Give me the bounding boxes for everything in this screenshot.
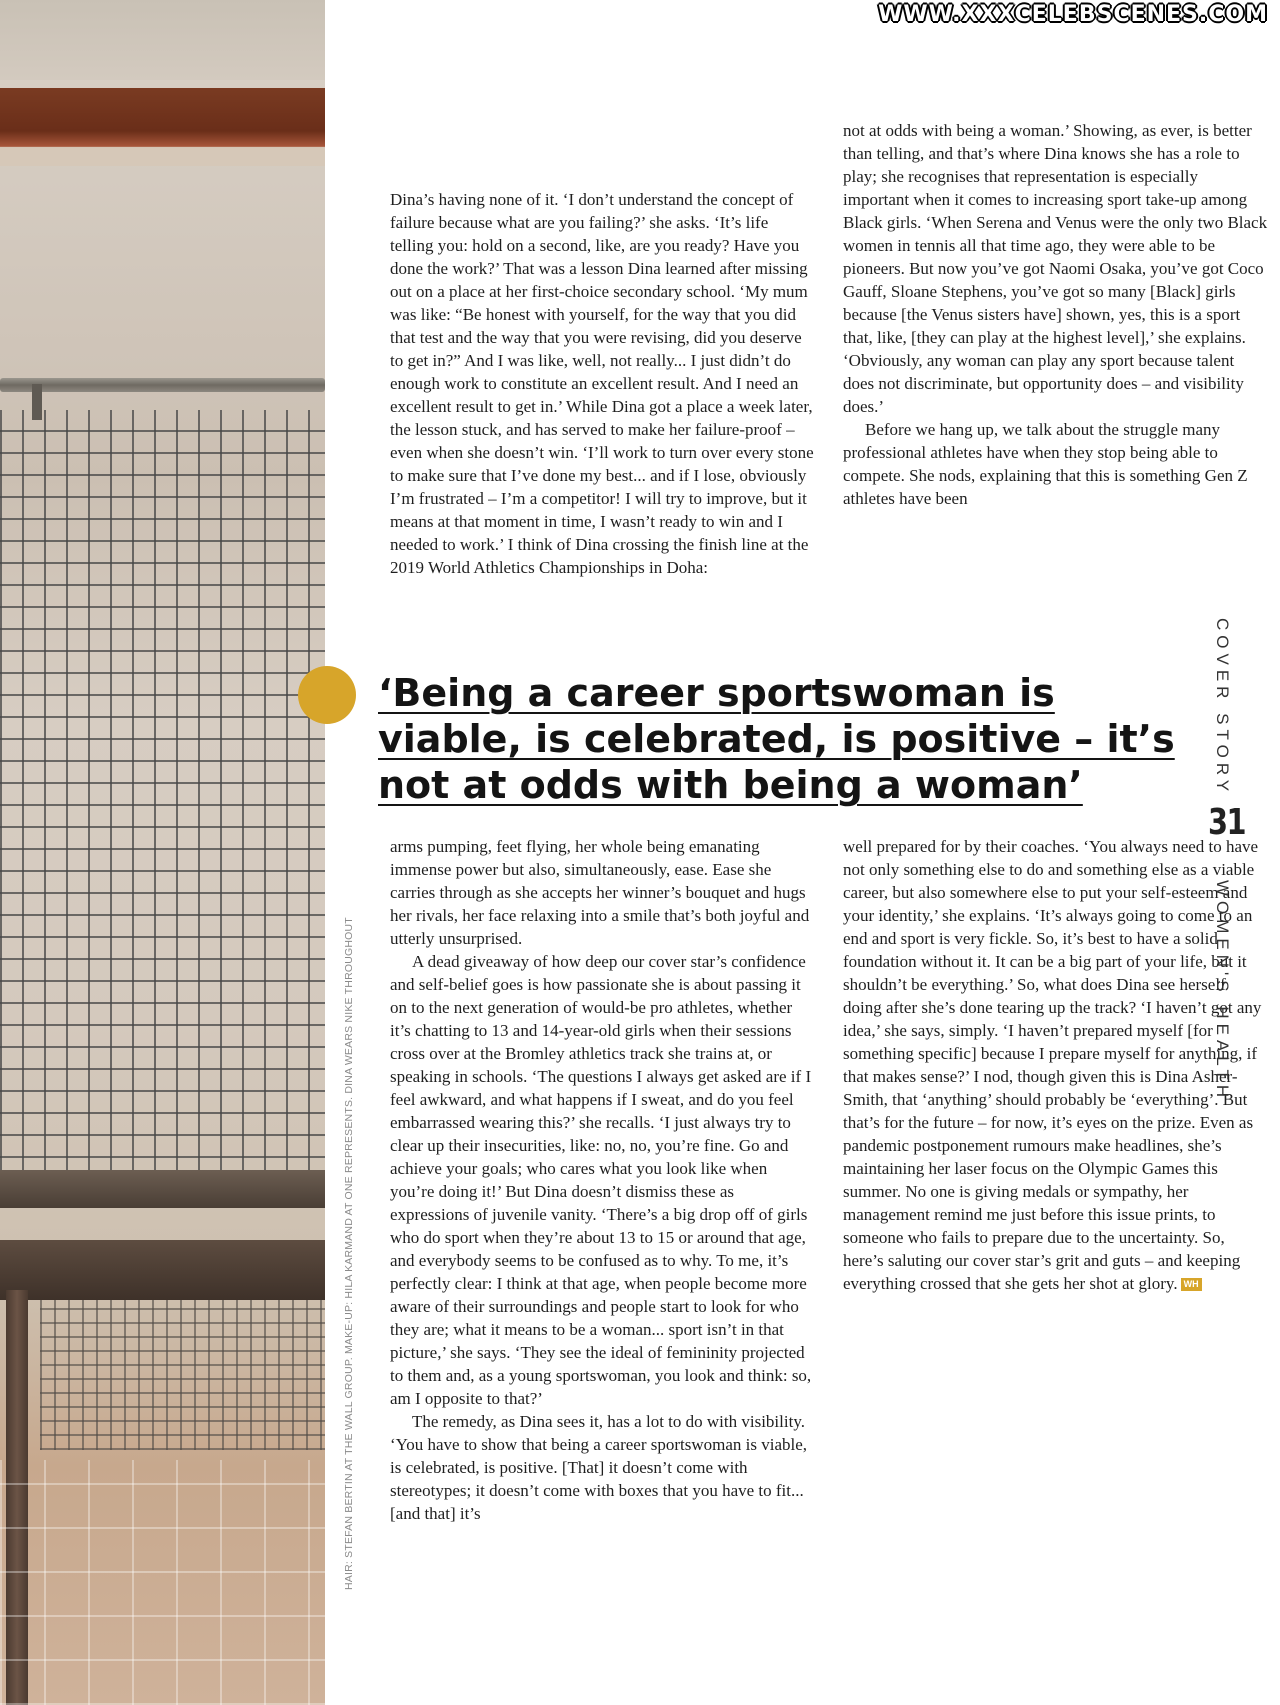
article-column-3 [390,835,815,1525]
magazine-name: WOMEN'S HEALTH [1213,880,1232,1103]
paragraph: Dina’s having none of it. ‘I don’t understand the concept of failure because what are you failing?’ she asks. ‘It’s life telling you: hold on a second, like, are you ready? Have you done the work?’ That was a lesson Dina learned after missing out on a place at her first-choice secondary school. ‘My mum was like: “Be honest with yourself, for the way that you did that test and the way that you were revising, did you deserve to get in?” And I was like, well, not really... I just didn’t do enough work to constitute an excellent result. And I need an excellent result to get in.’ While Dina got a place a week later, the lesson stuck, and has served to make her failure-proof – even when she doesn’t win. ‘I’ll work to turn over every stone to make sure that I’ve done my best... and if I lose, obviously I’m frustrated – I’m a competitor! I will try to improve, but it means at that moment in time, I wasn’t ready to win and I needed to work.’ I think of Dina crossing the finish line at the 2019 World Athletics Championships in Doha: [390,190,814,577]
section-label: COVER STORY [1213,618,1232,797]
photo-mesh-fence [0,410,325,1180]
photo-beam [0,88,325,166]
paragraph-text: well prepared for by their coaches. ‘You always need to have not only something else to do and something else as a viable career, but also somewhere else to put your self-esteem and your identity,’ she explains. ‘It’s always going to come to an end and sport is very fickle. So, it’s best to have a solid foundation without it. It can be a big part of your life, but it shouldn’t be everything.’ So, what does Dina see herself doing after she’s done tearing up the track? ‘I haven’t got any idea,’ she says, simply. ‘I haven’t prepared myself [for something specific] because I prepare myself for anything, if that makes sense?’ I nod, though given this is Dina Asher-Smith, that ‘anything’ should probably be ‘everything’. But that’s for the future – for now, it’s eyes on the prize. Even as pandemic postponement rumours make headlines, she’s maintaining her laser focus on the Olympic Games this summer. No one is giving medals or sympathy, her management remind me just before this issue prints, to someone who fails to prepare due to the uncertainty. So, here’s saluting our cover star’s grit and guts – and keeping everything crossed that she gets her shot at glory. [843,837,1262,1293]
pull-quote-text: ‘Being a career sportswoman is viable, is celebrated, is positive – it’s not at odds with being a woman’ [378,671,1175,807]
photo-rail [0,378,325,392]
paragraph [843,835,1268,1295]
end-mark-badge: WH [1181,1278,1202,1291]
page-number: 31 [1208,802,1245,843]
photo-bench [0,1240,325,1300]
paragraph: Before we hang up, we talk about the struggle many professional athletes have when they stop being able to compete. She nods, explaining that this is something Gen Z athletes have been [843,420,1248,508]
photo-lower-rail [0,1170,325,1208]
article-column-2 [843,119,1268,510]
photo-wire-basket [40,1300,325,1450]
article-column-1 [390,188,815,579]
paragraph: not at odds with being a woman.’ Showing, as ever, is better than telling, and that’s where Dina knows she has a role to play; she recognises that representation is especially important when it comes to increasing sport take-up among Black girls. ‘When Serena and Venus were the only two Black women in tennis all that time ago, they were able to be pioneers. But now you’ve got Naomi Osaka, you’ve got Coco Gauff, Sloane Stephens, you’ve got so many [Black] girls because [the Venus sisters have] shown, yes, this is a sport that, like, [they can play at the highest level],’ she explains. ‘Obviously, any woman can play any sport because talent does not discriminate, but opportunity does – and visibility does.’ [843,121,1268,416]
cover-photo [0,0,325,1705]
paragraph: A dead giveaway of how deep our cover star’s confidence and self-belief goes is how passionate she is about passing it on to the next generation of would-be pro athletes, whether it’s chatting to 13 and 14-year-old girls when their sessions cross over at the Bromley athletics track she trains at, or speaking in schools. ‘The questions I always get asked are if I feel awkward, and what happens if I sweat, and do you feel embarrassed wearing this?’ she recalls. ‘I just always try to clear up their insecurities, like: no, no, you’re fine. Go and achieve your goals; who cares what you look like when you’re doing it!’ But Dina doesn’t dismiss these as expressions of juvenile vanity. ‘There’s a big drop off of girls who do sport when they’re about 13 to 15 or around that age, and everybody seems to be confused as to why. To me, it’s perfectly clear: I think at that age, when people become more aware of their surroundings and people start to look for who they are; what it means to be a woman... sport isn’t in that picture,’ she says. ‘They see the ideal of femininity projected to them and, as a young sportswoman, you look and think: so, am I opposite to that?’ [390,952,812,1408]
article-column-4 [843,835,1268,1295]
pull-quote [378,670,1178,808]
photo-credit: HAIR: STEFAN BERTIN AT THE WALL GROUP. MAKE-UP: HILA KARMAND AT ONE REPRESENTS. DINA WEARS NIKE THROUGHOUT [343,917,355,1590]
paragraph: arms pumping, feet flying, her whole being emanating immense power but also, simultaneously, ease. Ease she carries through as she accepts her winner’s bouquet and hugs her rivals, her face relaxing into a smile that’s both joyful and utterly unsurprised. [390,837,810,948]
photo-floor-tiles [0,1460,325,1705]
pull-quote-dot [298,666,356,724]
paragraph: The remedy, as Dina sees it, has a lot to do with visibility. ‘You have to show that being a career sportswoman is viable, is celebrated, is positive. [That] it doesn’t come with stereotypes; it doesn’t come with boxes that you have to fit...[and that] it’s [390,1412,808,1523]
photo-wall [0,0,325,80]
watermark: WWW.XXXCELEBSCENES.COM [878,2,1268,27]
